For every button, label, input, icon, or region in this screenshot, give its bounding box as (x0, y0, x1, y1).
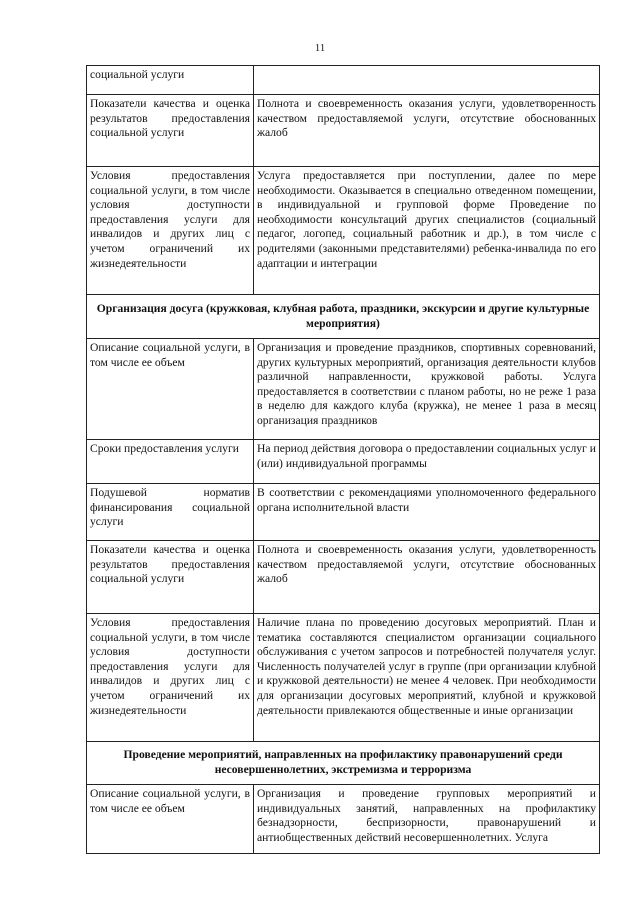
section-header-row (87, 295, 600, 339)
row-label: Условия предоставления социальной услуги, в том числе условия доступности предоставления услуги для инвалидов и других лиц с учетом ограничений их жизнедеятельности (87, 167, 254, 295)
table-row (87, 614, 600, 742)
row-value: Организация и проведение групповых мероприятий и индивидуальных занятий, направленных на профилактику безнадзорности, беспризорности, правонарушений и антиобщественных действий несовершеннолетних. Услуга (254, 785, 600, 854)
table-row (87, 785, 600, 854)
row-value: В соответствии с рекомендациями уполномоченного федерального органа исполнительной власти (254, 484, 600, 541)
row-value: На период действия договора о предоставлении социальных услуг и (или) индивидуальной программы (254, 440, 600, 484)
row-label: социальной услуги (87, 66, 254, 95)
row-label: Описание социальной услуги, в том числе ее объем (87, 339, 254, 440)
table-row (87, 167, 600, 295)
table-row (87, 541, 600, 614)
row-label: Показатели качества и оценка результатов предоставления социальной услуги (87, 95, 254, 167)
table-row (87, 95, 600, 167)
section-header-row (87, 742, 600, 785)
page-number: 11 (314, 42, 326, 54)
row-label: Подушевой норматив финансирования социальной услуги (87, 484, 254, 541)
row-label: Показатели качества и оценка результатов предоставления социальной услуги (87, 541, 254, 614)
section-title: Проведение мероприятий, направленных на профилактику правонарушений среди несовершеннолетних, экстремизма и терроризма (87, 742, 600, 785)
row-value (254, 66, 600, 95)
table-row (87, 440, 600, 484)
row-label: Описание социальной услуги, в том числе ее объем (87, 785, 254, 854)
table-row (87, 339, 600, 440)
row-value: Полнота и своевременность оказания услуги, удовлетворенность качеством предоставляемой услуги, отсутствие обоснованных жалоб (254, 95, 600, 167)
row-label: Условия предоставления социальной услуги, в том числе условия доступности предоставления услуги для инвалидов и других лиц с учетом ограничений их жизнедеятельности (87, 614, 254, 742)
row-label: Сроки предоставления услуги (87, 440, 254, 484)
services-table (86, 65, 600, 854)
row-value: Полнота и своевременность оказания услуги, удовлетворенность качеством предоставляемой услуги, отсутствие обоснованных жалоб (254, 541, 600, 614)
row-value: Наличие плана по проведению досуговых мероприятий. План и тематика составляются специалистом организации социального обслуживания с учетом запросов и потребностей получателя услуг. Численность получателей услуг в группе (при организации клубной и кружковой деятельности) не менее 4 человек. При необходимости для организации досуговых мероприятий, клубной и кружковой деятельности привлекаются общественные и иные организации (254, 614, 600, 742)
section-title: Организация досуга (кружковая, клубная работа, праздники, экскурсии и другие культурные мероприятия) (87, 295, 600, 339)
row-value: Организация и проведение праздников, спортивных соревнований, других культурных мероприятий, организация деятельности клубов различной направленности, кружковой работы. Услуга предоставляется в соответствии с планом работы, но не реже 1 раза в неделю для каждого клуба (кружка), не менее 1 раза в месяц организация праздников (254, 339, 600, 440)
table-row (87, 66, 600, 95)
services-table-body (87, 66, 600, 854)
table-row (87, 484, 600, 541)
row-value: Услуга предоставляется при поступлении, далее по мере необходимости. Оказывается в специально отведенном помещении, в индивидуальной и групповой форме Проведение по необходимости консультаций других специалистов (социальный педагог, логопед, социальный работник и др.), в том числе с родителями (законными представителями) ребенка-инвалида по его адаптации и интеграции (254, 167, 600, 295)
